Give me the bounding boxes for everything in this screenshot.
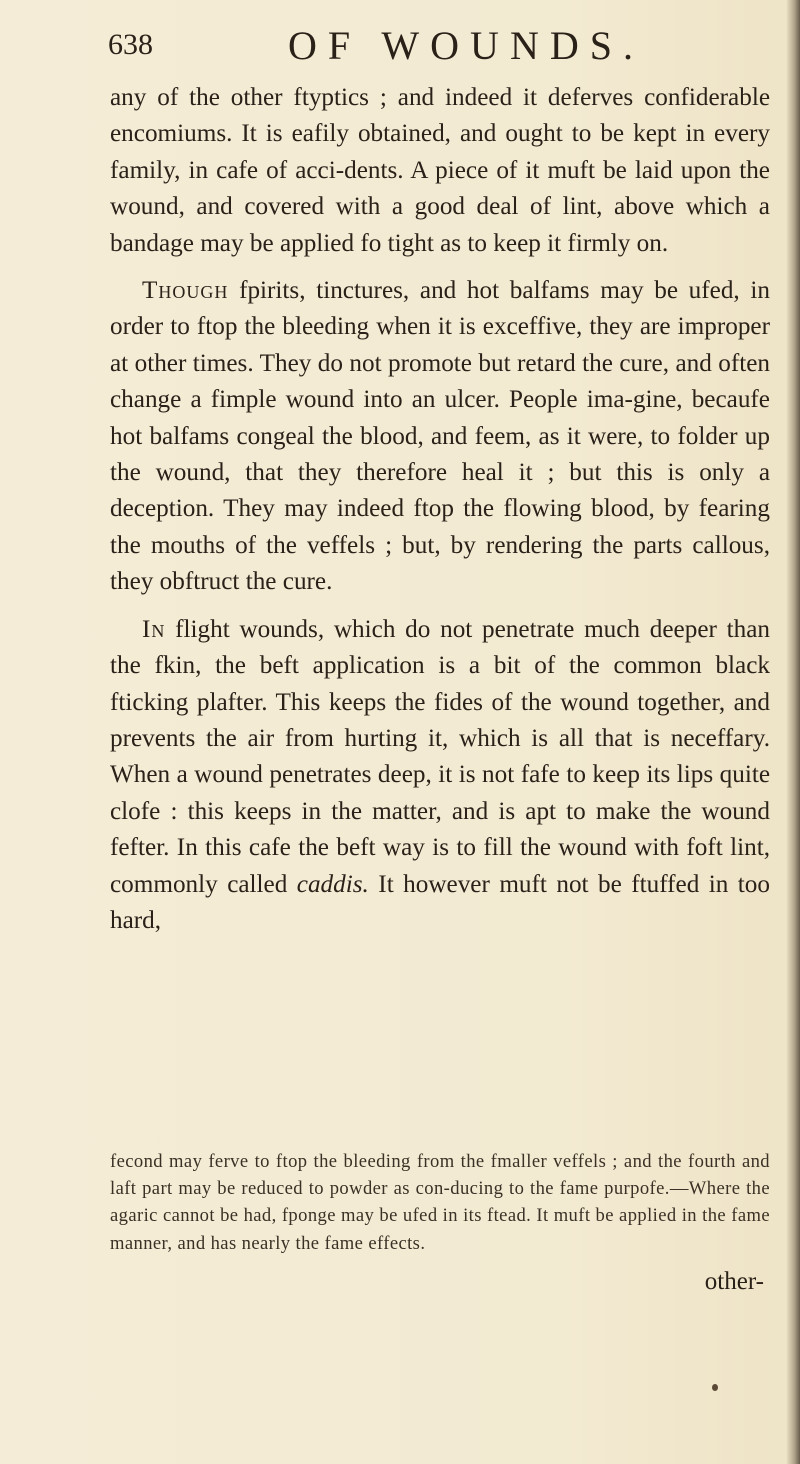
paragraph-1	[110, 80, 770, 262]
catchword: other-	[704, 1268, 764, 1295]
page-number: 638	[108, 28, 153, 61]
paragraph-1-text: any of the other ftyptics ; and indeed it deferves confiderable encomiums. It is eafily obtained, and ought to be kept in every family, in cafe of acci-dents. A piece of it muft be laid upon the wound, and covered with a good deal of lint, above which a bandage may be applied fo tight as to keep it firmly on.	[110, 84, 770, 257]
footnote	[110, 1148, 770, 1257]
running-head: OF WOUNDS.	[288, 23, 644, 68]
paragraph-3-text: flight wounds, which do not penetrate much deeper than the fkin, the beft application is a bit of the common black fticking plafter. This keeps the fides of the wound together, and prevents the air from hurting it, which is all that is neceffary. When a wound penetrates deep, it is not fafe to keep its lips quite clofe : this keeps in the matter, and is apt to make the wound fefter. In this cafe the beft way is to fill the wound with foft lint, commonly called	[110, 615, 770, 898]
paragraph-2-text: fpirits, tinctures, and hot balfams may be ufed, in order to ftop the bleeding when it is exceffive, they are improper at other times. They do not promote but retard the cure, and often change a fimple wound into an ulcer. People ima-gine, becaufe hot balfams congeal the blood, and feem, as it were, to folder up the wound, that they therefore heal it ; but this is only a deception. They may indeed ftop the flowing blood, by fearing the mouths of the veffels ; but, by rendering the parts callous, they obftruct the cure.	[110, 277, 770, 596]
body-text	[110, 80, 770, 950]
paragraph-3-tail: It however muft not be ftuffed in too hard,	[110, 870, 770, 934]
paragraph-3	[110, 612, 770, 940]
page-header	[108, 22, 748, 82]
paragraph-2-lead: Though	[142, 277, 229, 305]
paragraph-3-lead: In	[142, 615, 166, 643]
ink-speck	[712, 1384, 718, 1391]
paragraph-2	[110, 273, 770, 601]
footnote-text: fecond may ferve to ftop the bleeding from the fmaller veffels ; and the fourth and laft part may be reduced to powder as con-ducing to the fame purpofe.—Where the agaric cannot be had, fponge may be ufed in its ftead. It muft be applied in the fame manner, and has nearly the fame effects.	[110, 1151, 770, 1254]
paragraph-3-italic-term: caddis.	[296, 870, 369, 898]
page-edge-shadow	[786, 0, 800, 1464]
